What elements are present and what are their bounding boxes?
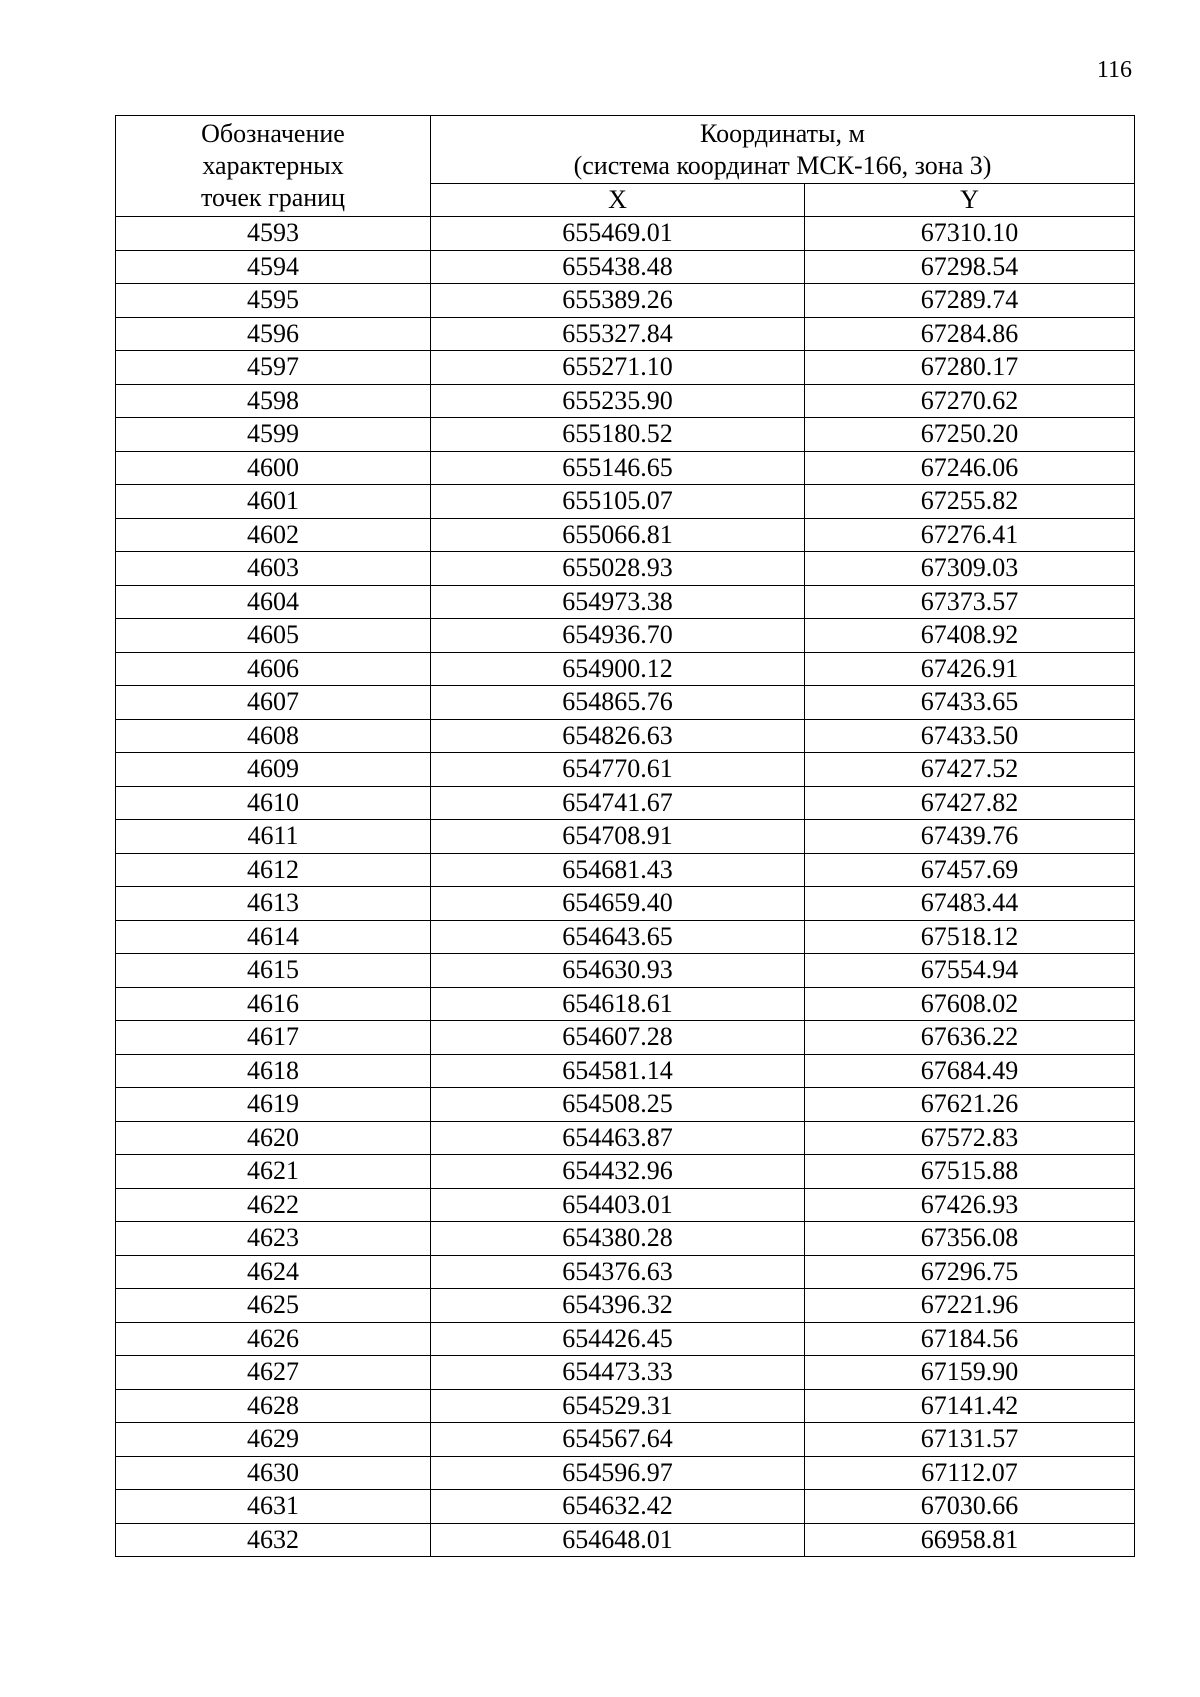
y-coordinate-cell: 67246.06 [805, 451, 1135, 485]
point-id-cell: 4624 [116, 1255, 431, 1289]
table-row [116, 887, 1135, 921]
point-designation-header-line: характерных [202, 151, 344, 180]
page-number: 116 [1096, 57, 1132, 83]
point-id-cell: 4603 [116, 552, 431, 586]
y-coordinate-cell: 67276.41 [805, 518, 1135, 552]
x-coordinate-cell: 654426.45 [431, 1322, 805, 1356]
y-coordinate-cell: 67112.07 [805, 1456, 1135, 1490]
y-coordinate-cell: 67141.42 [805, 1389, 1135, 1423]
table-row [116, 1155, 1135, 1189]
table-row [116, 1322, 1135, 1356]
y-coordinate-cell: 67356.08 [805, 1222, 1135, 1256]
y-coordinate-cell: 67280.17 [805, 351, 1135, 385]
table-row [116, 987, 1135, 1021]
table-row [116, 351, 1135, 385]
point-id-cell: 4621 [116, 1155, 431, 1189]
y-coordinate-cell: 67518.12 [805, 920, 1135, 954]
y-coordinate-cell: 67131.57 [805, 1423, 1135, 1457]
x-coordinate-cell: 654900.12 [431, 652, 805, 686]
point-id-cell: 4596 [116, 317, 431, 351]
table-row [116, 954, 1135, 988]
point-id-cell: 4612 [116, 853, 431, 887]
point-id-cell: 4620 [116, 1121, 431, 1155]
table-row [116, 1188, 1135, 1222]
point-id-cell: 4605 [116, 619, 431, 653]
x-coordinate-cell: 654936.70 [431, 619, 805, 653]
point-id-cell: 4600 [116, 451, 431, 485]
table-row [116, 652, 1135, 686]
table-row [116, 1456, 1135, 1490]
table-row [116, 1356, 1135, 1390]
y-coordinate-cell: 67408.92 [805, 619, 1135, 653]
y-coordinate-cell: 67439.76 [805, 820, 1135, 854]
point-id-cell: 4598 [116, 384, 431, 418]
table-row [116, 217, 1135, 251]
point-id-cell: 4631 [116, 1490, 431, 1524]
point-id-cell: 4613 [116, 887, 431, 921]
point-id-cell: 4618 [116, 1054, 431, 1088]
table-row [116, 1289, 1135, 1323]
point-designation-header-line: точек границ [200, 183, 346, 212]
y-coordinate-cell: 67433.65 [805, 686, 1135, 720]
x-coordinate-cell: 654618.61 [431, 987, 805, 1021]
table-row [116, 1423, 1135, 1457]
table-row [116, 1121, 1135, 1155]
x-coordinate-cell: 654376.63 [431, 1255, 805, 1289]
table-row [116, 786, 1135, 820]
table-row [116, 250, 1135, 284]
y-coordinate-cell: 67159.90 [805, 1356, 1135, 1390]
point-id-cell: 4607 [116, 686, 431, 720]
y-coordinate-cell: 67572.83 [805, 1121, 1135, 1155]
table-row [116, 719, 1135, 753]
x-coordinate-cell: 654432.96 [431, 1155, 805, 1189]
y-coordinate-cell: 67289.74 [805, 284, 1135, 318]
point-id-cell: 4609 [116, 753, 431, 787]
y-coordinate-cell: 67426.93 [805, 1188, 1135, 1222]
y-coordinate-cell: 67515.88 [805, 1155, 1135, 1189]
point-id-cell: 4601 [116, 485, 431, 519]
x-coordinate-cell: 655028.93 [431, 552, 805, 586]
x-coordinate-cell: 654659.40 [431, 887, 805, 921]
table-row [116, 820, 1135, 854]
point-id-cell: 4632 [116, 1523, 431, 1557]
x-coordinate-cell: 654473.33 [431, 1356, 805, 1390]
x-coordinate-cell: 655327.84 [431, 317, 805, 351]
y-coordinate-cell: 67184.56 [805, 1322, 1135, 1356]
y-coordinate-cell: 67309.03 [805, 552, 1135, 586]
point-id-cell: 4597 [116, 351, 431, 385]
table-row [116, 1389, 1135, 1423]
point-id-cell: 4627 [116, 1356, 431, 1390]
point-id-cell: 4616 [116, 987, 431, 1021]
x-coordinate-cell: 654643.65 [431, 920, 805, 954]
point-id-cell: 4602 [116, 518, 431, 552]
x-coordinate-cell: 654596.97 [431, 1456, 805, 1490]
table-row [116, 1088, 1135, 1122]
y-coordinate-cell: 67270.62 [805, 384, 1135, 418]
table-row [116, 284, 1135, 318]
table-row [116, 451, 1135, 485]
table-row [116, 518, 1135, 552]
table-row [116, 1523, 1135, 1557]
point-id-cell: 4594 [116, 250, 431, 284]
table-row [116, 686, 1135, 720]
table-body [116, 217, 1135, 1557]
y-coordinate-cell: 67427.52 [805, 753, 1135, 787]
y-coordinate-cell: 67373.57 [805, 585, 1135, 619]
y-coordinate-cell: 66958.81 [805, 1523, 1135, 1557]
point-id-cell: 4595 [116, 284, 431, 318]
table-row [116, 552, 1135, 586]
table-row [116, 317, 1135, 351]
y-coordinate-cell: 67426.91 [805, 652, 1135, 686]
table-row [116, 920, 1135, 954]
point-id-cell: 4626 [116, 1322, 431, 1356]
point-designation-header-line: Обозначение [201, 119, 345, 148]
table-row [116, 619, 1135, 653]
y-column-header: Y [805, 184, 1135, 217]
x-coordinate-cell: 654632.42 [431, 1490, 805, 1524]
point-id-cell: 4608 [116, 719, 431, 753]
point-id-cell: 4630 [116, 1456, 431, 1490]
y-coordinate-cell: 67250.20 [805, 418, 1135, 452]
x-coordinate-cell: 654529.31 [431, 1389, 805, 1423]
point-id-cell: 4599 [116, 418, 431, 452]
x-column-header: X [431, 184, 805, 217]
x-coordinate-cell: 654567.64 [431, 1423, 805, 1457]
table-row [116, 585, 1135, 619]
x-coordinate-cell: 654973.38 [431, 585, 805, 619]
table-row [116, 753, 1135, 787]
point-id-cell: 4629 [116, 1423, 431, 1457]
y-coordinate-cell: 67310.10 [805, 217, 1135, 251]
x-coordinate-cell: 654648.01 [431, 1523, 805, 1557]
coordinates-header-line: Координаты, м [700, 118, 865, 148]
point-id-cell: 4622 [116, 1188, 431, 1222]
y-coordinate-cell: 67621.26 [805, 1088, 1135, 1122]
x-coordinate-cell: 654508.25 [431, 1088, 805, 1122]
table-row [116, 1021, 1135, 1055]
x-coordinate-cell: 655438.48 [431, 250, 805, 284]
y-coordinate-cell: 67483.44 [805, 887, 1135, 921]
y-coordinate-cell: 67284.86 [805, 317, 1135, 351]
y-coordinate-cell: 67457.69 [805, 853, 1135, 887]
x-coordinate-cell: 654770.61 [431, 753, 805, 787]
x-coordinate-cell: 654708.91 [431, 820, 805, 854]
x-coordinate-cell: 655271.10 [431, 351, 805, 385]
point-id-cell: 4610 [116, 786, 431, 820]
x-coordinate-cell: 655469.01 [431, 217, 805, 251]
x-coordinate-cell: 654741.67 [431, 786, 805, 820]
x-coordinate-cell: 655146.65 [431, 451, 805, 485]
table-row [116, 1054, 1135, 1088]
table-row [116, 418, 1135, 452]
point-id-cell: 4625 [116, 1289, 431, 1323]
coordinates-table [115, 115, 1135, 1557]
table-row [116, 485, 1135, 519]
x-coordinate-cell: 655389.26 [431, 284, 805, 318]
y-coordinate-cell: 67298.54 [805, 250, 1135, 284]
x-coordinate-cell: 654607.28 [431, 1021, 805, 1055]
point-id-cell: 4617 [116, 1021, 431, 1055]
y-coordinate-cell: 67433.50 [805, 719, 1135, 753]
point-id-cell: 4615 [116, 954, 431, 988]
y-coordinate-cell: 67636.22 [805, 1021, 1135, 1055]
x-coordinate-cell: 654581.14 [431, 1054, 805, 1088]
y-coordinate-cell: 67255.82 [805, 485, 1135, 519]
coordinates-header [431, 116, 1135, 184]
table-row [116, 1255, 1135, 1289]
table-row [116, 1222, 1135, 1256]
y-coordinate-cell: 67221.96 [805, 1289, 1135, 1323]
x-coordinate-cell: 654865.76 [431, 686, 805, 720]
point-id-cell: 4606 [116, 652, 431, 686]
table-row [116, 384, 1135, 418]
point-id-cell: 4614 [116, 920, 431, 954]
x-coordinate-cell: 654630.93 [431, 954, 805, 988]
x-coordinate-cell: 654396.32 [431, 1289, 805, 1323]
point-id-cell: 4623 [116, 1222, 431, 1256]
x-coordinate-cell: 655105.07 [431, 485, 805, 519]
point-id-cell: 4604 [116, 585, 431, 619]
point-id-cell: 4619 [116, 1088, 431, 1122]
x-coordinate-cell: 654403.01 [431, 1188, 805, 1222]
y-coordinate-cell: 67296.75 [805, 1255, 1135, 1289]
x-coordinate-cell: 654826.63 [431, 719, 805, 753]
point-designation-header [116, 116, 431, 217]
point-id-cell: 4628 [116, 1389, 431, 1423]
coordinates-header-line: (система координат МСК-166, зона 3) [573, 150, 992, 180]
x-coordinate-cell: 654380.28 [431, 1222, 805, 1256]
y-coordinate-cell: 67030.66 [805, 1490, 1135, 1524]
table-row [116, 853, 1135, 887]
x-coordinate-cell: 655235.90 [431, 384, 805, 418]
point-id-cell: 4611 [116, 820, 431, 854]
x-coordinate-cell: 655066.81 [431, 518, 805, 552]
y-coordinate-cell: 67608.02 [805, 987, 1135, 1021]
x-coordinate-cell: 655180.52 [431, 418, 805, 452]
y-coordinate-cell: 67554.94 [805, 954, 1135, 988]
point-id-cell: 4593 [116, 217, 431, 251]
table-row [116, 1490, 1135, 1524]
x-coordinate-cell: 654681.43 [431, 853, 805, 887]
y-coordinate-cell: 67684.49 [805, 1054, 1135, 1088]
y-coordinate-cell: 67427.82 [805, 786, 1135, 820]
x-coordinate-cell: 654463.87 [431, 1121, 805, 1155]
